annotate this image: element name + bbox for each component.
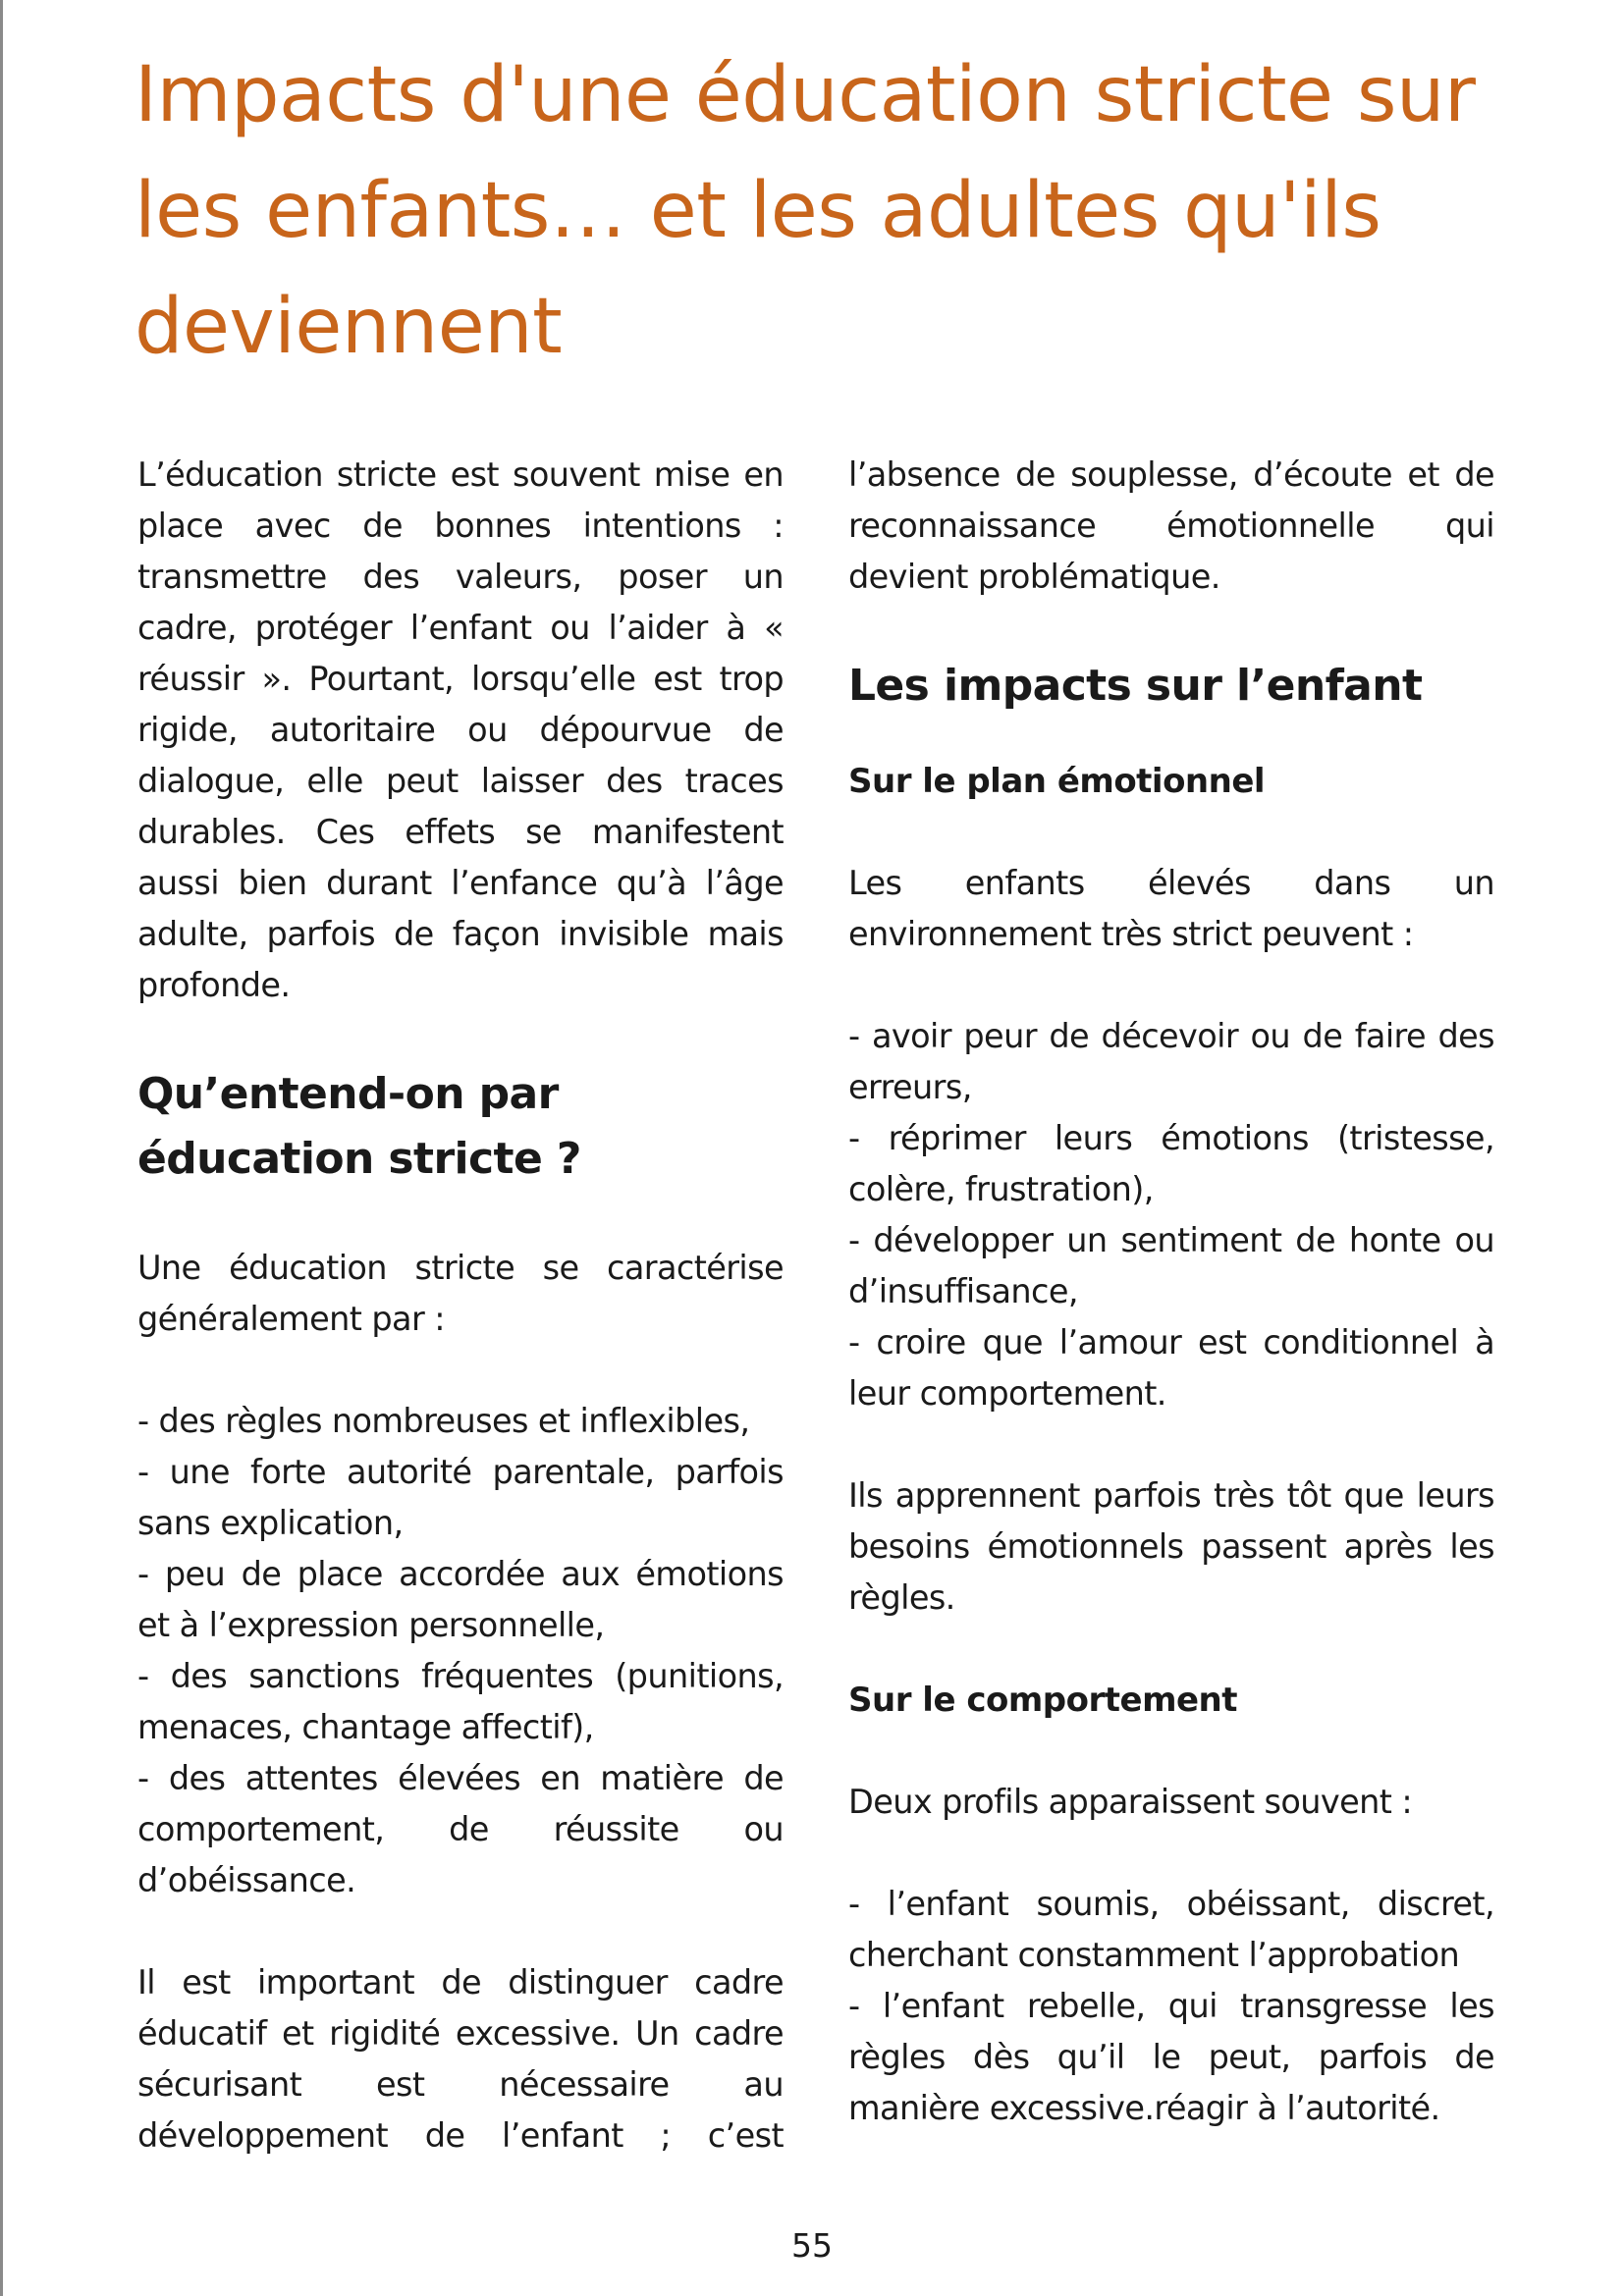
continuation-paragraph: l’absence de souplesse, d’écoute et de reconnaissance émotionnelle qui devient problématique. xyxy=(848,455,1494,596)
list-item: - développer un sentiment de honte ou d’insuffisance, xyxy=(848,1221,1494,1310)
heading-line: Qu’entend-on par xyxy=(137,1069,559,1119)
subheading-behavior: Sur le comportement xyxy=(848,1681,1238,1720)
page-title: Impacts d'une éducation stricte sur les enfants… et les adultes qu'ils deviennent xyxy=(135,51,1476,371)
list-item: - des attentes élevées en matière de comportement, de réussite ou d’obéissance. xyxy=(137,1759,784,1899)
closing-paragraph: Il est important de distinguer cadre éducatif et rigidité excessive. Un cadre sécurisant est nécessaire au développement de l’enfant ; c’est xyxy=(137,1963,784,2155)
emotional-intro: Les enfants élevés dans un environnement très strict peuvent : xyxy=(848,864,1494,953)
page-number: 55 xyxy=(791,2226,833,2265)
list-item: - croire que l’amour est conditionnel à leur comportement. xyxy=(848,1323,1494,1413)
behavior-intro: Deux profils apparaissent souvent : xyxy=(848,1783,1413,1821)
list-item: - réprimer leurs émotions (tristesse, colère, frustration), xyxy=(848,1119,1494,1208)
section-heading-definition xyxy=(137,1062,784,1192)
section-heading-impacts: Les impacts sur l’enfant xyxy=(848,661,1423,711)
heading-line: éducation stricte ? xyxy=(137,1134,581,1184)
right-column xyxy=(848,450,1494,2134)
list-item: - l’enfant rebelle, qui transgresse les règles dès qu’il le peut, parfois de manière excessive.réagir à l’autorité. xyxy=(848,1987,1494,2127)
page-edge xyxy=(0,0,3,2296)
list-item: - des sanctions fréquentes (punitions, menaces, chantage affectif), xyxy=(137,1657,784,1746)
subheading-emotional: Sur le plan émotionnel xyxy=(848,762,1266,801)
definition-list xyxy=(137,1396,784,1906)
emotional-conclusion: Ils apprennent parfois très tôt que leurs besoins émotionnels passent après les règles. xyxy=(848,1476,1494,1617)
emotional-list xyxy=(848,1011,1494,1419)
list-item: - une forte autorité parentale, parfois sans explication, xyxy=(137,1453,784,1542)
list-item: - l’enfant soumis, obéissant, discret, cherchant constamment l’approbation xyxy=(848,1885,1494,1974)
left-column xyxy=(137,450,784,2162)
intro-paragraph: L’éducation stricte est souvent mise en place avec de bonnes intentions : transmettre des valeurs, poser un cadre, protéger l’enfant ou l’aider à « réussir ». Pourtant, lorsqu’elle est trop rigide, autoritaire ou dépourvue de dialogue, elle peut laisser des traces durables. Ces effets se manifestent aussi bien durant l’enfance qu’à l’âge adulte, parfois de façon invisible mais profonde. xyxy=(137,455,784,1004)
behavior-list xyxy=(848,1879,1494,2134)
definition-intro: Une éducation stricte se caractérise généralement par : xyxy=(137,1249,784,1338)
list-item: - peu de place accordée aux émotions et à l’expression personnelle, xyxy=(137,1555,784,1644)
list-item: - avoir peur de décevoir ou de faire des erreurs, xyxy=(848,1017,1494,1106)
list-item: - des règles nombreuses et inflexibles, xyxy=(137,1402,750,1440)
